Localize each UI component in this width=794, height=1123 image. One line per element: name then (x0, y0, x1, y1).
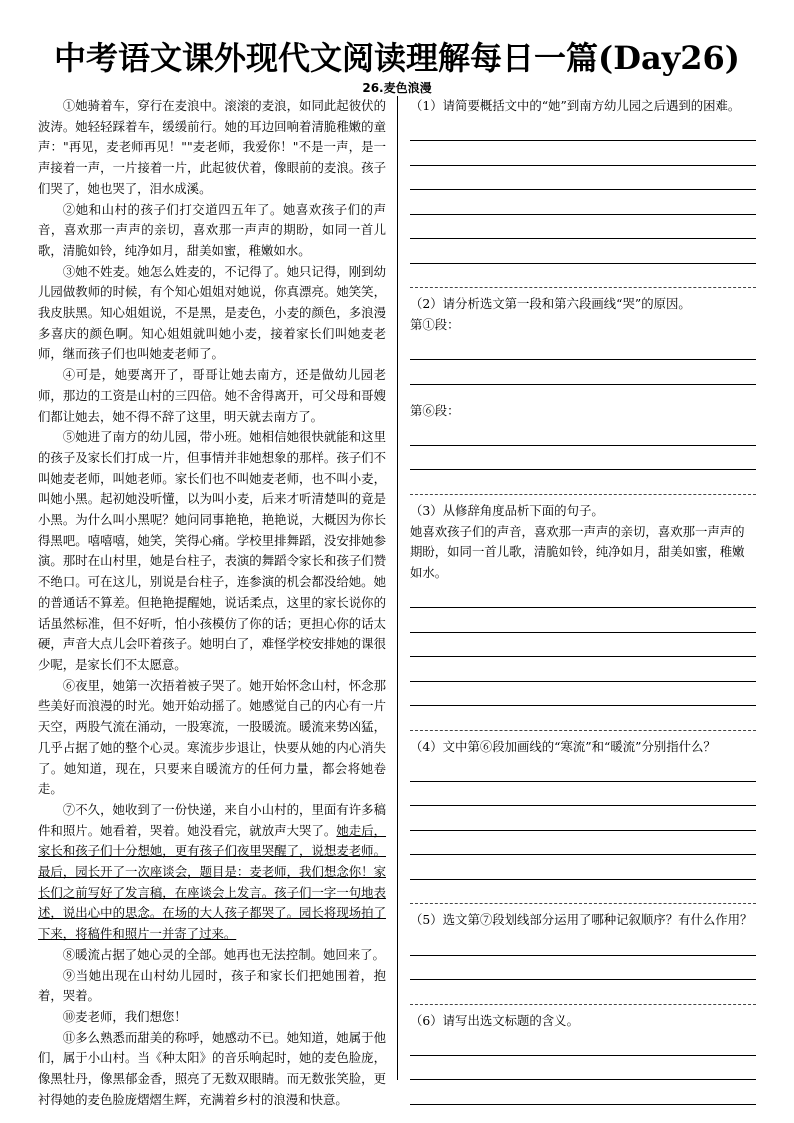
paragraph-7 (38, 800, 386, 945)
answer-line[interactable] (410, 421, 756, 446)
paragraph-7-underlined: 她走后，家长和孩子们十分想她，更有孩子们夜里哭醒了，说想麦老师。最后，园长开了一次座谈会，题目是：麦老师，我们想念你！家长们之前写好了发言稿，在座谈会上发言。孩子们一字一句地表述，说出心中的思念。在场的大人孩子都哭了。园长将现场拍了下来，将稿件和照片一并寄了过来。 (38, 822, 387, 942)
question-5-text: （5）选文第⑦段划线部分运用了哪种记叙顺序？有什么作用？ (410, 912, 753, 928)
answer-line[interactable] (410, 682, 756, 707)
paragraph-8: ⑧暖流占据了她心灵的全部。她再也无法控制。她回来了。 (62, 946, 385, 962)
paragraph-7-text: ⑦不久，她收到了一份快递，来自小山村的，里面有许多稿件和照片。她看着，哭着。她没看完，就放声大哭了。 (38, 801, 386, 838)
question-2-text: （2）请分析选文第一段和第六段画线“哭”的原因。 (410, 296, 691, 312)
paragraph-9: ⑨当她出现在山村幼儿园时，孩子和家长们把她围着，抱着，哭着。 (38, 967, 386, 1004)
answer-line[interactable] (410, 166, 756, 191)
answer-line[interactable] (410, 141, 756, 166)
passage-title: 26.麦色浪漫 (362, 81, 432, 95)
question-separator (410, 880, 756, 905)
answer-line[interactable] (410, 360, 756, 385)
answer-line[interactable] (410, 855, 756, 880)
answer-line[interactable] (410, 806, 756, 831)
column-divider (397, 96, 398, 1080)
answer-line[interactable] (410, 1031, 756, 1056)
question-4-text: （4）文中第⑥段加画线的“寒流”和“暖流”分别指什么？ (410, 738, 716, 754)
answer-line[interactable] (410, 336, 756, 361)
answer-line[interactable] (410, 657, 756, 682)
question-separator (410, 470, 756, 495)
answer-line[interactable] (410, 757, 756, 782)
paragraph-6: ⑥夜里，她第一次捂着被子哭了。她开始怀念山村，怀念那些美好而浪漫的时光。她开始动摇了。她感觉自己的内心有一片天空，两股气流在涌动，一股寒流，一股暖流。暖流来势凶猛，几乎占据了她的整个心灵。寒流步步退让，快要从她的内心消失了。她知道，现在，只要来自暖流方的任何力量，都会将她卷走。 (38, 677, 386, 797)
paragraph-3: ③她不姓麦。她怎么姓麦的，不记得了。她只记得，刚到幼儿园做教师的时候，有个知心姐姐对她说，你真漂亮。她笑笑，我皮肤黑。知心姐姐说，不是黑，是麦色，小麦的颜色，多浪漫多喜庆的颜色啊。知心姐姐就叫她小麦，接着家长们叫她麦老师，继而孩子们也叫她麦老师了。 (38, 263, 386, 362)
paragraph-1: ①她骑着车，穿行在麦浪中。滚滚的麦浪，如同此起彼伏的波涛。她轻轻踩着车，缓缓前行。她的耳边回响着清脆稚嫩的童声："再见，麦老师再见！""麦老师，我爱你！"不是一声，是一声接着一声，一片接着一片，此起彼伏着，像眼前的麦浪。孩子们哭了，她也哭了，泪水成溪。 (38, 98, 386, 196)
question-separator (410, 706, 756, 731)
question-separator (410, 980, 756, 1005)
question-6-text: （6）请写出选文标题的含义。 (410, 1012, 579, 1028)
question-4 (410, 737, 756, 905)
paragraph-10: ⑩麦老师，我们想您！ (62, 1008, 187, 1024)
question-5 (410, 910, 756, 1004)
answer-line[interactable] (410, 117, 756, 142)
answer-line[interactable] (410, 831, 756, 856)
question-6 (410, 1011, 756, 1105)
answer-line[interactable] (410, 1056, 756, 1081)
answer-line[interactable] (410, 931, 756, 956)
answer-line[interactable] (410, 633, 756, 658)
answer-line[interactable] (410, 608, 756, 633)
paragraph-4: ④可是，她要离开了，哥哥让她去南方，还是做幼儿园老师，那边的工资是山村的三四倍。她不舍得离开，可父母和哥嫂们都让她去，她不得不辞了这里，明天就去南方了。 (38, 367, 386, 424)
question-separator (410, 264, 756, 289)
paragraph-5: ⑤她进了南方的幼儿园，带小班。她相信她很快就能和这里的孩子及家长们打成一片，但事情并非她想象的那样。孩子们不叫她麦老师，叫她老师。家长们也不叫她麦老师，也不叫小麦，叫她小黑。起初她没听懂，以为叫小麦，后来才听清楚叫的竟是小黑。为什么叫小黑呢？她问同事艳艳，艳艳说，大概因为你长得黑吧。嘻嘻嘻，她笑，笑得心痛。学校里排舞蹈，没安排她参演。那时在山村里，她是台柱子，表演的舞蹈令家长和孩子们赞不绝口。可在这儿，别说是台柱子，连参演的机会都没给她。她的普通话不算差。但艳艳提醒她，说话柔点，这里的家长说你的话虽然标准，但不好听，怕小孩模仿了你的话；更担心你的话太硬，声音大点儿会吓着孩子。她明白了，难怪学校安排她的课很少呢，是家长们不太愿意。 (38, 429, 386, 672)
paragraph-2: ②她和山村的孩子们打交道四五年了。她喜欢孩子们的声音，喜欢那一声声的亲切，喜欢那一声声的期盼，如同一首儿歌，清脆如铃，纯净如月，甜美如蜜，稚嫩如水。 (38, 201, 386, 258)
question-2-sub-2: 第⑥段： (410, 402, 460, 418)
question-1-text: （1）请简要概括文中的“她”到南方幼儿园之后遇到的困难。 (410, 98, 741, 113)
passage-column (38, 96, 386, 1110)
questions-column (410, 96, 756, 1105)
answer-line[interactable] (410, 782, 756, 807)
answer-line[interactable] (410, 956, 756, 981)
paragraph-11: ⑪多么熟悉而甜美的称呼，她感动不已。她知道，她属于他们，属于小山村。当《种太阳》的音乐响起时，她的麦色脸庞，像黑牡丹，像黑郁金香，照亮了无数双眼睛。而无数张笑脸，更衬得她的麦色脸庞熠熠生辉，充满着乡村的浪漫和快意。 (38, 1029, 386, 1107)
answer-line[interactable] (410, 1080, 756, 1105)
question-3-quote: 她喜欢孩子们的声音，喜欢那一声声的亲切，喜欢那一声声的期盼，如同一首儿歌，清脆如铃，纯净如月，甜美如蜜，稚嫩如水。 (410, 523, 745, 580)
page-title: 中考语文课外现代文阅读理解每日一篇(Day26) (54, 39, 740, 77)
question-1 (410, 96, 756, 288)
answer-line[interactable] (410, 584, 756, 609)
answer-line[interactable] (410, 215, 756, 240)
answer-line[interactable] (410, 190, 756, 215)
question-2 (410, 294, 756, 495)
answer-line[interactable] (410, 239, 756, 264)
question-2-sub-1: 第①段： (410, 316, 460, 332)
answer-line[interactable] (410, 446, 756, 471)
question-3 (410, 501, 756, 731)
question-3-text: （3）从修辞角度品析下面的句子。 (410, 502, 604, 518)
